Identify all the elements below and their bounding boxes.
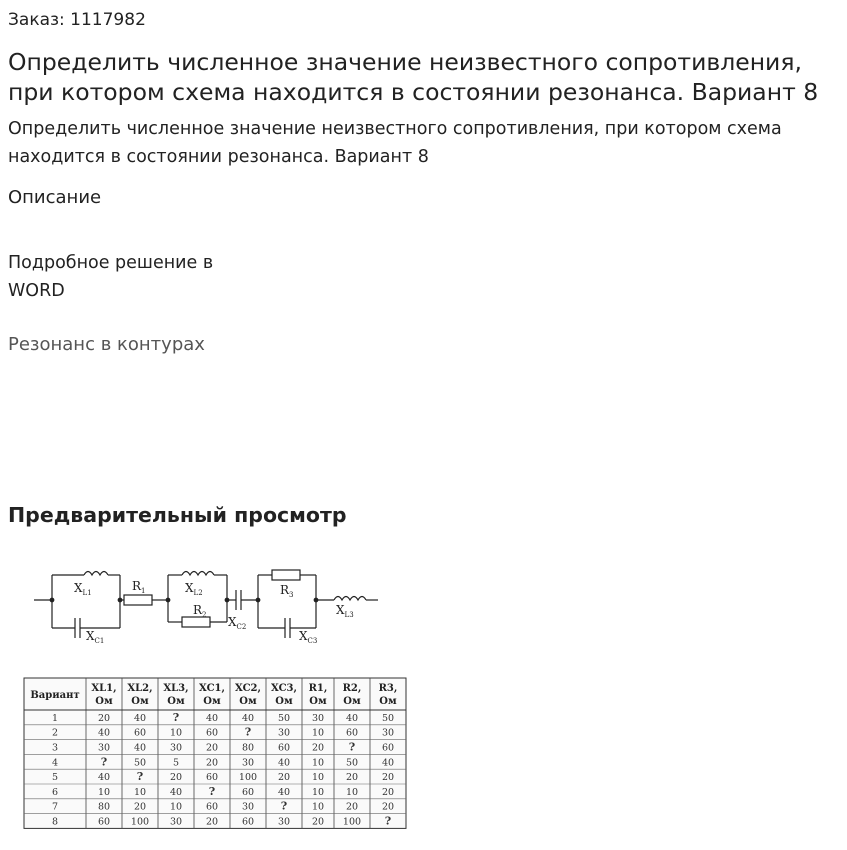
table-header-unit: Ом	[275, 696, 293, 707]
table-cell: 20	[169, 772, 183, 784]
table-cell: 3	[51, 742, 59, 754]
xl2-label: X	[185, 581, 194, 595]
table-header-cell: Вариант	[30, 690, 80, 701]
table-cell: 10	[311, 757, 325, 769]
table-cell: 10	[311, 772, 325, 784]
table-header-cell: R1,	[308, 683, 328, 694]
table-cell: 30	[241, 801, 255, 813]
table-cell: 80	[241, 742, 255, 754]
table-cell: ?	[136, 770, 144, 784]
xc3-label: X	[299, 629, 308, 643]
table-cell: 30	[277, 816, 291, 828]
table-cell: 30	[169, 816, 183, 828]
table-cell: 2	[51, 727, 59, 739]
table-cell: 50	[133, 757, 147, 769]
table-cell: 30	[277, 727, 291, 739]
svg-text:XL1: $X_{L1}$	[74, 581, 92, 597]
description-text: Подробное решение в WORD	[8, 253, 214, 301]
category-link[interactable]: Резонанс в контурах	[8, 334, 205, 355]
svg-text:R2: $R_2$	[193, 603, 207, 619]
table-cell: 30	[169, 742, 183, 754]
table-header-unit: Ом	[309, 696, 327, 707]
table-cell: 6	[51, 786, 59, 798]
table-cell: ?	[384, 814, 392, 828]
table-cell: 40	[277, 757, 291, 769]
table-cell: 10	[97, 786, 111, 798]
table-cell: 60	[381, 742, 395, 754]
table-cell: 1	[51, 712, 59, 724]
table-cell: 30	[97, 742, 111, 754]
table-cell: 20	[311, 742, 325, 754]
table-cell: 60	[205, 772, 219, 784]
table-header-unit: Ом	[343, 696, 361, 707]
table-cell: 20	[345, 772, 359, 784]
xc2-label: X	[228, 615, 237, 629]
svg-text:XL2: $X_{L2}$	[185, 581, 203, 597]
table-cell: 100	[130, 816, 150, 828]
table-header-unit: Ом	[379, 696, 397, 707]
table-cell: 20	[381, 801, 395, 813]
page-title: Определить численное значение неизвестного сопротивления, при котором схема находится в состоянии резонанса. Вариант 8	[8, 48, 819, 106]
table-cell: ?	[208, 784, 216, 798]
table-cell: 20	[205, 757, 219, 769]
table-cell: 20	[345, 801, 359, 813]
xl3-label: X	[336, 603, 345, 617]
table-cell: 7	[51, 801, 59, 813]
table-cell: 100	[238, 772, 258, 784]
table-cell: 60	[345, 727, 359, 739]
table-header-cell: R3,	[378, 683, 398, 694]
table-cell: ?	[348, 740, 356, 754]
table-header-cell: XC2,	[235, 683, 261, 694]
table-cell: 10	[311, 801, 325, 813]
table-header-cell: XL2,	[127, 683, 153, 694]
table-cell: 40	[345, 712, 359, 724]
r2-label: R	[193, 603, 203, 617]
table-header-unit: Ом	[131, 696, 149, 707]
table-cell: 5	[51, 772, 59, 784]
table-cell: 10	[133, 786, 147, 798]
table-cell: 30	[381, 727, 395, 739]
xl1-label: X	[74, 581, 83, 595]
table-cell: 8	[51, 816, 59, 828]
table-cell: 60	[133, 727, 147, 739]
table-cell: 40	[97, 727, 111, 739]
table-header-unit: Ом	[239, 696, 257, 707]
table-header-unit: Ом	[95, 696, 113, 707]
table-cell: 60	[205, 727, 219, 739]
table-cell: 100	[342, 816, 362, 828]
svg-text:XL3: $X_{L3}$	[336, 603, 354, 619]
table-cell: 20	[205, 742, 219, 754]
circuit-diagram	[34, 570, 378, 638]
description-heading: Описание	[8, 187, 102, 208]
lead-text: Определить численное значение неизвестного сопротивления, при котором схема находится в состоянии резонанса. Вариант 8	[8, 119, 782, 167]
r3-label: R	[280, 583, 290, 597]
preview-image	[22, 560, 422, 835]
table-header-cell: XC1,	[199, 683, 225, 694]
preview-heading: Предварительный просмотр	[8, 503, 347, 527]
svg-text:XC1: $X_{C1}$	[86, 629, 105, 645]
table-cell: 60	[205, 801, 219, 813]
variants-table	[24, 678, 406, 828]
table-cell: 30	[311, 712, 325, 724]
table-cell: 10	[169, 801, 183, 813]
table-cell: 4	[51, 757, 59, 769]
table-cell: 40	[205, 712, 219, 724]
table-header-cell: XC3,	[271, 683, 297, 694]
table-cell: 60	[241, 786, 255, 798]
table-cell: ?	[100, 755, 108, 769]
table-cell: 20	[133, 801, 147, 813]
table-cell: 10	[311, 727, 325, 739]
svg-text:XC3: $X_{C3}$	[299, 629, 318, 645]
table-cell: 40	[97, 772, 111, 784]
table-cell: 20	[381, 772, 395, 784]
table-cell: ?	[244, 725, 252, 739]
table-cell: ?	[280, 799, 288, 813]
table-cell: 50	[277, 712, 291, 724]
r1-label: R	[132, 579, 142, 593]
table-cell: 20	[277, 772, 291, 784]
xc1-label: X	[86, 629, 95, 643]
table-cell: 20	[205, 816, 219, 828]
table-cell: 60	[277, 742, 291, 754]
order-number: Заказ: 1117982	[8, 10, 146, 30]
table-header-cell: XL3,	[163, 683, 189, 694]
table-cell: 20	[381, 786, 395, 798]
table-cell: 30	[241, 757, 255, 769]
table-cell: 40	[133, 742, 147, 754]
table-cell: 20	[97, 712, 111, 724]
table-cell: ?	[172, 710, 180, 724]
table-cell: 10	[311, 786, 325, 798]
svg-text:R3: $R_3$	[280, 583, 294, 599]
table-cell: 40	[381, 757, 395, 769]
table-cell: 40	[241, 712, 255, 724]
table-cell: 40	[277, 786, 291, 798]
table-cell: 10	[169, 727, 183, 739]
table-cell: 10	[345, 786, 359, 798]
table-header-cell: XL1,	[91, 683, 117, 694]
table-cell: 80	[97, 801, 111, 813]
svg-text:R1: $R_1$	[132, 579, 146, 595]
table-cell: 40	[169, 786, 183, 798]
svg-text:XC2: $X_{C2}$	[228, 615, 247, 631]
table-cell: 20	[311, 816, 325, 828]
table-cell: 5	[172, 757, 180, 769]
table-cell: 50	[345, 757, 359, 769]
table-header-cell: R2,	[342, 683, 362, 694]
table-cell: 60	[97, 816, 111, 828]
table-header-unit: Ом	[203, 696, 221, 707]
table-cell: 60	[241, 816, 255, 828]
table-cell: 50	[381, 712, 395, 724]
table-cell: 40	[133, 712, 147, 724]
table-header-unit: Ом	[167, 696, 185, 707]
